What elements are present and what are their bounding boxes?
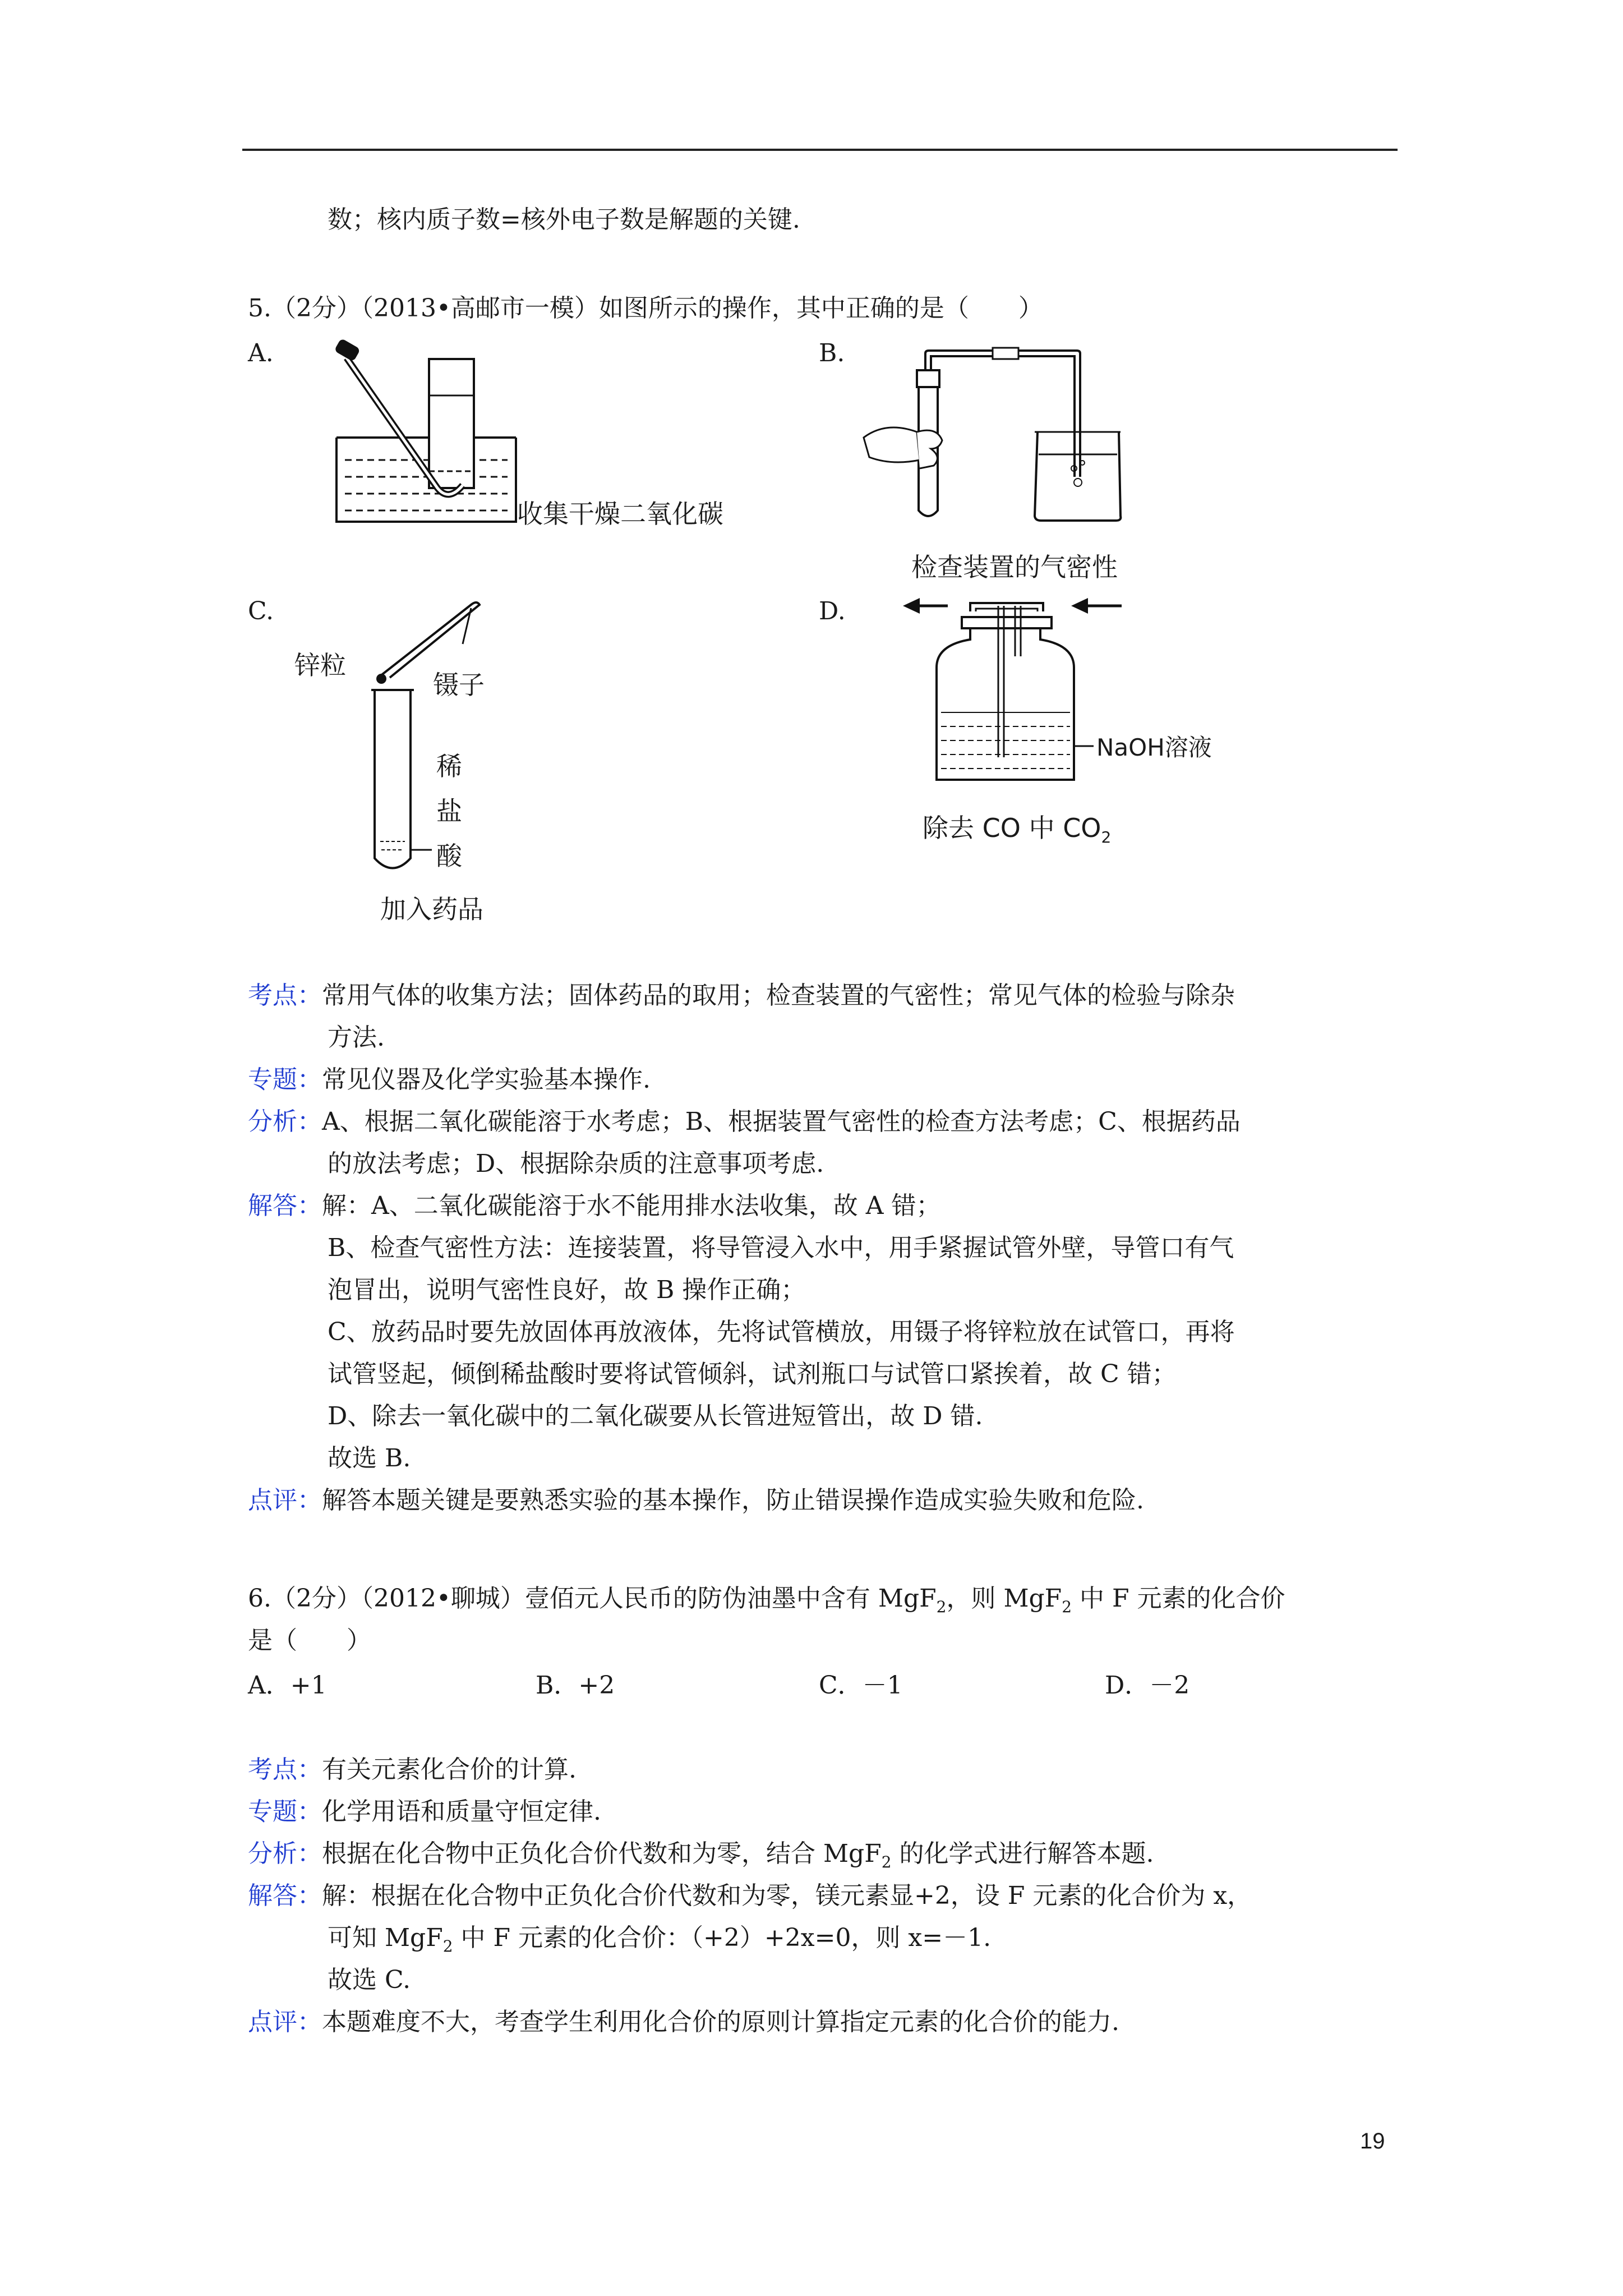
q6-jieda-3: 故选 C. <box>328 1966 411 1994</box>
q5-zhuanti: 专题：常见仪器及化学实验基本操作. <box>248 1065 651 1094</box>
figure-c-caption: 加入药品 <box>380 894 483 924</box>
q6-option-b: B．+2 <box>536 1671 615 1700</box>
q5-jieda-7: 故选 B. <box>328 1444 411 1473</box>
q5-option-c-letter: C. <box>248 597 274 625</box>
figure-c-adding-reagent <box>365 595 494 881</box>
figure-a-caption: 收集干燥二氧化碳 <box>517 499 723 529</box>
q6-stem: 6.（2分）（2012•聊城）壹佰元人民币的防伪油墨中含有 MgF$_2$，则 MgF$_2$ 中 F 元素的化合价 <box>248 1584 1285 1616</box>
q6-stem-cont: 是（ ） <box>248 1626 371 1655</box>
q5-kaodian: 考点：常用气体的收集方法；固体药品的取用；检查装置的气密性；常见气体的检验与除杂 <box>248 981 1235 1010</box>
q6-dianping: 点评：本题难度不大，考查学生利用化合价的原则计算指定元素的化合价的能力. <box>248 2008 1119 2036</box>
figure-a-water-collection <box>336 342 527 527</box>
q5-jieda-5: 试管竖起，倾倒稀盐酸时要将试管倾斜，试剂瓶口与试管口紧挨着，故 C 错； <box>328 1360 1177 1388</box>
q6-option-d: D．－2 <box>1105 1671 1190 1700</box>
figure-d-label-naoh: NaOH溶液 <box>1096 734 1212 761</box>
figure-c-label-acid-1: 稀 <box>436 751 462 781</box>
figure-c-label-acid-3: 酸 <box>436 841 462 871</box>
q5-option-a-letter: A. <box>248 339 274 367</box>
q5-jieda-3: 泡冒出，说明气密性良好，故 B 操作正确； <box>328 1276 806 1304</box>
q5-fenxi-cont: 的放法考虑；D、根据除杂质的注意事项考虑. <box>328 1149 824 1178</box>
q5-jieda: 解答：解：A、二氧化碳能溶于水不能用排水法收集，故 A 错； <box>248 1191 941 1220</box>
q5-option-b-letter: B. <box>819 339 845 367</box>
q6-fenxi: 分析：根据在化合物中正负化合价代数和为零，结合 MgF$_2$ 的化学式进行解答本题. <box>248 1839 1154 1871</box>
figure-d-gas-washing-bottle <box>903 595 1138 797</box>
q5-option-d-letter: D. <box>819 597 846 625</box>
q6-option-c: C．－1 <box>819 1671 903 1700</box>
continuation-text: 数；核内质子数=核外电子数是解题的关键. <box>328 205 800 234</box>
q6-option-a: A．+1 <box>248 1671 327 1700</box>
figure-b-caption: 检查装置的气密性 <box>911 552 1118 582</box>
q6-jieda-2: 可知 MgF$_2$ 中 F 元素的化合价：（+2）+2x=0，则 x=－1. <box>328 1924 992 1955</box>
q5-fenxi: 分析：A、根据二氧化碳能溶于水考虑；B、根据装置气密性的检查方法考虑；C、根据药品 <box>248 1107 1241 1136</box>
q5-jieda-2: B、检查气密性方法：连接装置，将导管浸入水中，用手紧握试管外壁，导管口有气 <box>328 1234 1234 1262</box>
q6-zhuanti: 专题：化学用语和质量守恒定律. <box>248 1797 601 1826</box>
header-rule <box>242 149 1398 151</box>
figure-c-label-acid-2: 盐 <box>436 796 462 826</box>
figure-d-caption: 除去 CO 中 $CO_2$ <box>923 813 1112 846</box>
q6-kaodian: 考点：有关元素化合价的计算. <box>248 1755 577 1784</box>
page-number: 19 <box>1360 2129 1385 2154</box>
figure-b-airtightness-check <box>864 348 1116 527</box>
q5-jieda-4: C、放药品时要先放固体再放液体，先将试管横放，用镊子将锌粒放在试管口，再将 <box>328 1318 1235 1346</box>
q5-jieda-6: D、除去一氧化碳中的二氧化碳要从长管进短管出，故 D 错. <box>328 1402 983 1430</box>
q6-jieda: 解答：解：根据在化合物中正负化合价代数和为零，镁元素显+2，设 F 元素的化合价为 x， <box>248 1881 1252 1910</box>
q5-dianping: 点评：解答本题关键是要熟悉实验的基本操作，防止错误操作造成实验失败和危险. <box>248 1486 1144 1515</box>
figure-c-label-zinc: 锌粒 <box>294 650 346 680</box>
figure-c-label-tweezers: 镊子 <box>433 670 485 700</box>
q5-kaodian-cont: 方法. <box>328 1023 385 1052</box>
q5-stem: 5.（2分）（2013•高邮市一模）如图所示的操作，其中正确的是（ ） <box>248 294 1043 323</box>
